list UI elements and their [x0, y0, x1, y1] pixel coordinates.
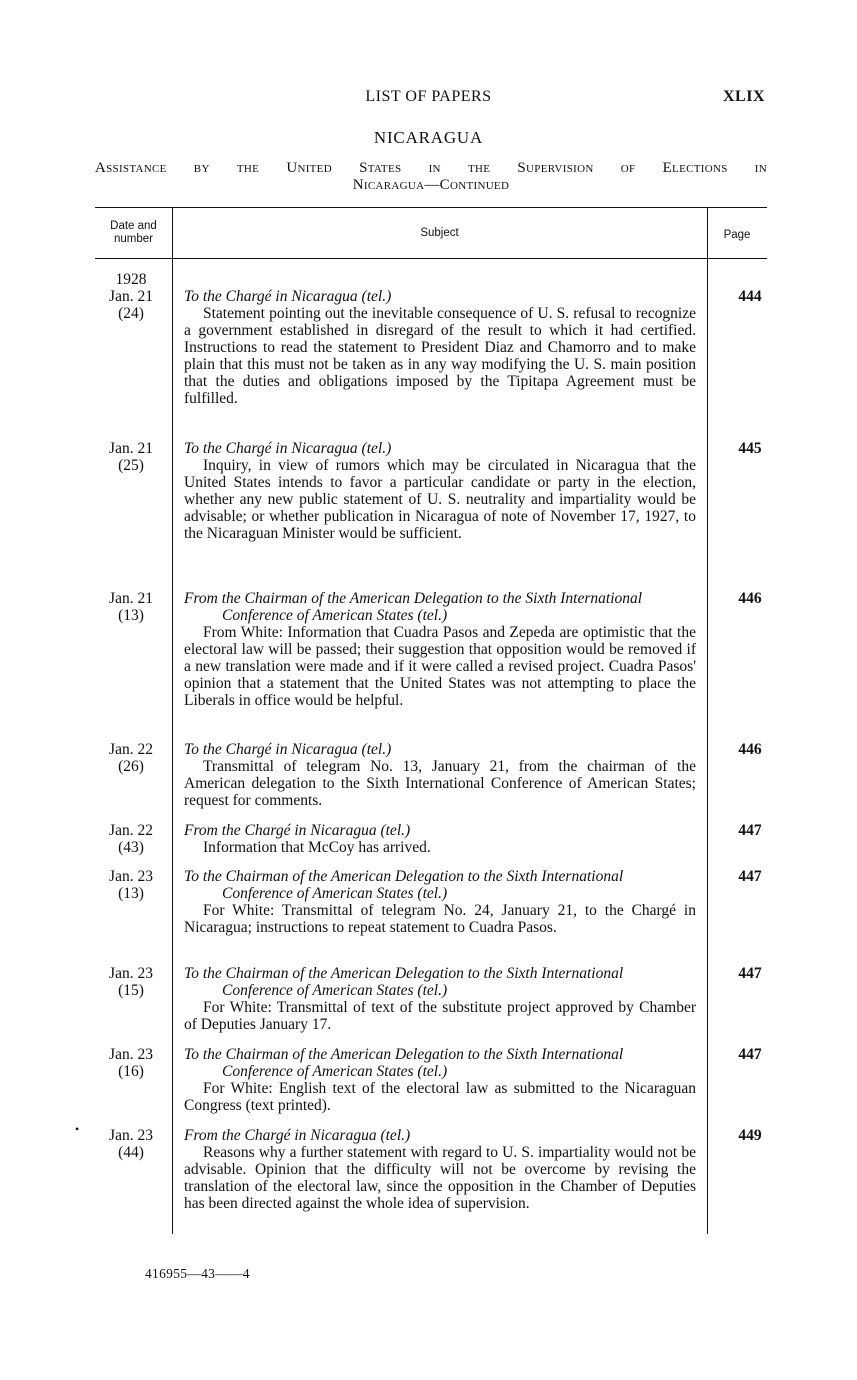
entry-page: 445: [738, 440, 762, 457]
table-top-rule: [95, 207, 767, 208]
date: Jan. 23: [109, 1127, 153, 1144]
margin-mark: •: [75, 1122, 80, 1136]
number: (25): [118, 457, 144, 474]
entry-date: [95, 440, 167, 474]
entry-date: [95, 741, 167, 775]
section-title: [95, 160, 767, 194]
addressee: To the Chargé in Nicaragua (tel.): [184, 741, 392, 758]
entry-subject: [184, 868, 696, 936]
summary: Transmittal of telegram No. 13, January 21, from the chairman of the American delegation to the Sixth International Conference of American States; request for comments.: [184, 758, 696, 809]
entry-subject: [184, 288, 696, 407]
entry-date: [95, 590, 167, 624]
addressee: To the Chairman of the American Delegation to the Sixth International Conference of American States (tel.): [184, 965, 624, 999]
printer-signature: 416955—43——4: [145, 1266, 250, 1281]
country-heading: NICARAGUA: [373, 128, 484, 147]
entry-page: 447: [738, 965, 762, 982]
addressee: From the Chairman of the American Delegation to the Sixth International Conference of American States (tel.): [184, 590, 643, 624]
addressee: From the Chargé in Nicaragua (tel.): [184, 822, 411, 839]
entry-date: [95, 965, 167, 999]
table-header-rule: [95, 258, 767, 259]
date: Jan. 21: [109, 440, 153, 457]
entry-page: 447: [738, 822, 762, 839]
number: (26): [118, 758, 144, 775]
date: Jan. 23: [109, 1046, 153, 1063]
column-divider-right: [707, 208, 708, 1234]
addressee: To the Chargé in Nicaragua (tel.): [184, 440, 392, 457]
number: (13): [118, 607, 144, 624]
addressee: From the Chargé in Nicaragua (tel.): [184, 1127, 411, 1144]
entry-date: [95, 1046, 167, 1080]
entry-subject: [184, 822, 696, 856]
header-page: Page: [723, 229, 751, 241]
number: (15): [118, 982, 144, 999]
section-title-line1: Assistance by the United States in the Supervision of Elections in: [95, 160, 767, 176]
entry-subject: [184, 440, 696, 542]
entry-date: [95, 1127, 167, 1161]
number: (13): [118, 885, 144, 902]
running-title: LIST OF PAPERS: [365, 88, 492, 105]
entry-page: 449: [738, 1127, 762, 1144]
entry-date: [95, 288, 167, 322]
summary: For White: Transmittal of telegram No. 24, January 21, to the Chargé in Nicaragua; instructions to repeat statement to Cuadra Pasos.: [184, 902, 696, 936]
date: Jan. 21: [109, 590, 153, 607]
running-head: [0, 88, 857, 110]
entry-page: 447: [738, 868, 762, 885]
section-title-line2: Nicaragua—Continued: [352, 177, 510, 193]
page-number-roman: XLIX: [722, 88, 765, 105]
entry-date: [95, 822, 167, 856]
number: (24): [118, 305, 144, 322]
date: Jan. 22: [109, 741, 153, 758]
entry-page: 446: [738, 590, 762, 607]
number: (43): [118, 839, 144, 856]
entry-page: 446: [738, 741, 762, 758]
entry-subject: [184, 1046, 696, 1114]
entry-subject: [184, 741, 696, 809]
date: Jan. 21: [109, 288, 153, 305]
entry-subject: [184, 1127, 696, 1212]
header-subject: Subject: [420, 227, 459, 239]
entry-subject: [184, 590, 696, 709]
addressee: To the Chargé in Nicaragua (tel.): [184, 288, 392, 305]
summary: For White: Transmittal of text of the substitute project approved by Chamber of Deputies January 17.: [184, 999, 696, 1033]
entry-page: 444: [738, 288, 762, 305]
entry-page: 447: [738, 1046, 762, 1063]
date: Jan. 23: [109, 965, 153, 982]
date: Jan. 22: [109, 822, 153, 839]
summary: Reasons why a further statement with regard to U. S. impartiality would not be advisable. Opinion that the difficulty will not be overcome by revising the translation of the electoral law, since the opposition in the Chamber of Deputies has been directed against the whole idea of supervision.: [184, 1144, 696, 1212]
summary: Statement pointing out the inevitable consequence of U. S. refusal to recognize a government established in disregard of the result to which it had certified. Instructions to read the statement to President Diaz and Chamorro and to make plain that this must not be taken as in any way modifying the U. S. main position that the duties and obligations imposed by the Tipitapa Agreement must be fulfilled.: [184, 305, 696, 407]
summary: Information that McCoy has arrived.: [203, 839, 431, 856]
number: (16): [118, 1063, 144, 1080]
addressee: To the Chairman of the American Delegation to the Sixth International Conference of American States (tel.): [184, 1046, 624, 1080]
header-date: Date and number: [110, 220, 157, 245]
column-divider-left: [172, 208, 173, 1234]
summary: For White: English text of the electoral law as submitted to the Nicaraguan Congress (text printed).: [184, 1080, 696, 1114]
summary: Inquiry, in view of rumors which may be circulated in Nicaragua that the United States intends to favor a particular candidate or party in the election, whether any new public statement of U. S. neutrality and impartiality would be advisable; or whether publication in Nicaragua of note of November 17, 1927, to the Nicaraguan Minister would be sufficient.: [184, 457, 696, 542]
entry-date: [95, 868, 167, 902]
entry-subject: [184, 965, 696, 1033]
year-label: 1928: [115, 271, 147, 288]
date: Jan. 23: [109, 868, 153, 885]
addressee: To the Chairman of the American Delegation to the Sixth International Conference of American States (tel.): [184, 868, 624, 902]
summary: From White: Information that Cuadra Pasos and Zepeda are optimistic that the electoral law will be passed; their suggestion that opposition would be removed if a new translation were made and if it were called a revised project. Cuadra Pasos' opinion that a statement that the United States was not attempting to place the Liberals in office would be helpful.: [184, 624, 696, 709]
number: (44): [118, 1144, 144, 1161]
